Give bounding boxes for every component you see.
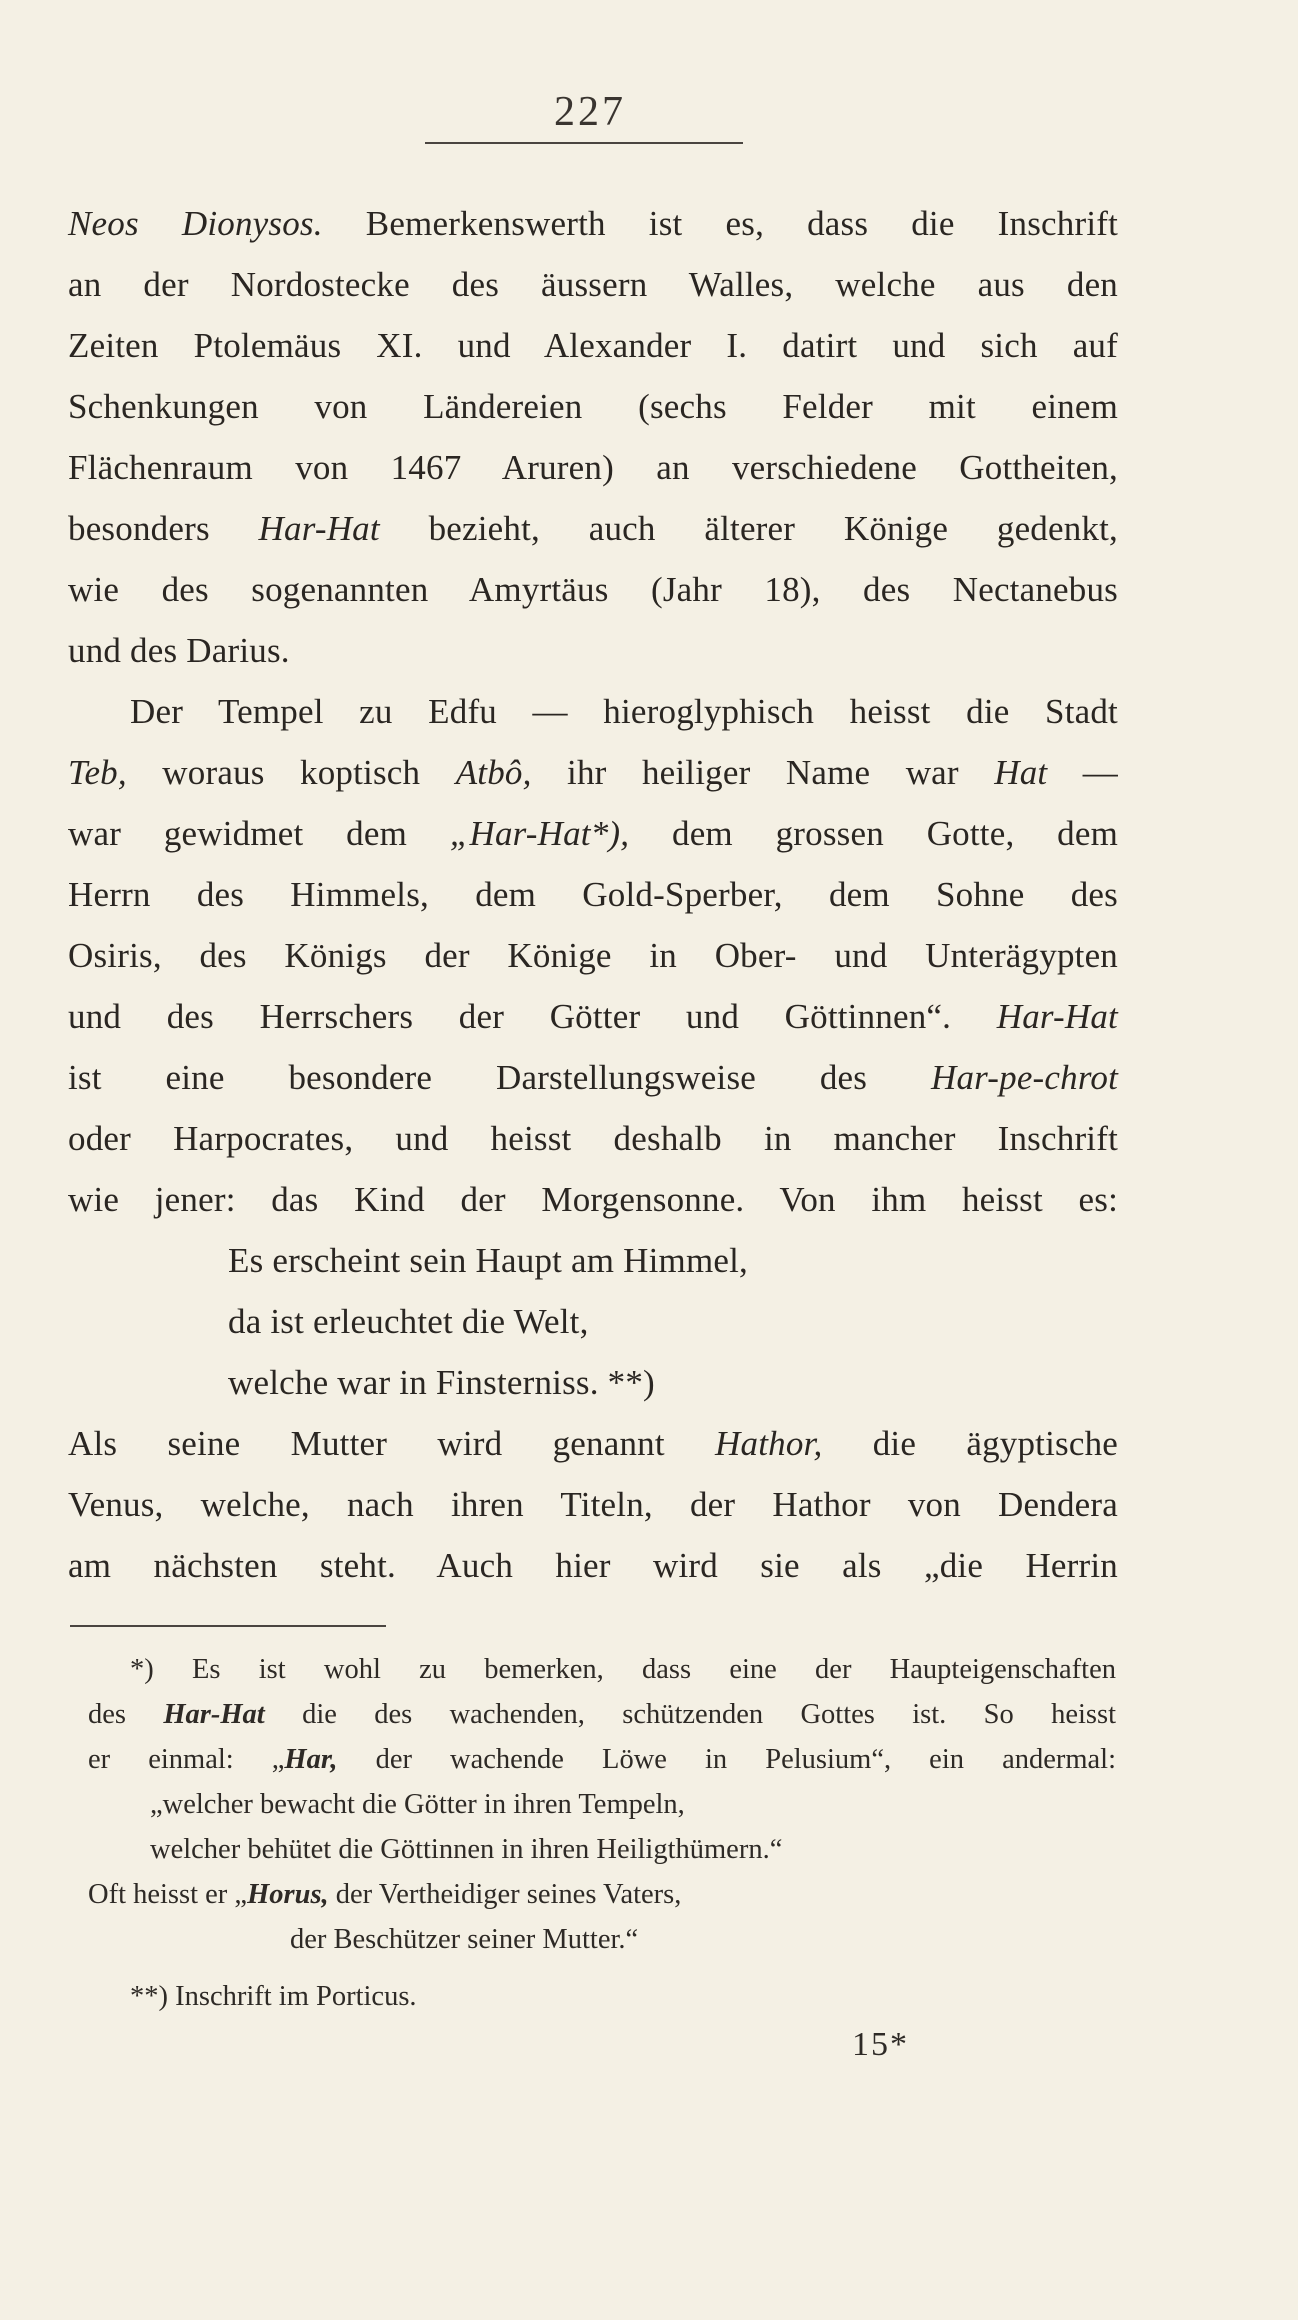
text-span: dem grossen Gotte, dem bbox=[672, 814, 1119, 853]
text-span: und des Herrschers der Götter und Göttinnen“. bbox=[68, 997, 952, 1036]
italic-term: Har-Hat bbox=[996, 997, 1118, 1036]
text-line bbox=[68, 1416, 1118, 1472]
text-line bbox=[68, 989, 1118, 1045]
text-line bbox=[68, 196, 1118, 252]
footnote-line: **) Inschrift im Porticus. bbox=[130, 1981, 417, 2012]
text-span: woraus koptisch bbox=[162, 753, 421, 792]
footnote-rule bbox=[70, 1625, 386, 1627]
text-line bbox=[68, 806, 1118, 862]
text-span: ihr heiliger Name war bbox=[567, 753, 959, 792]
italic-term: „Har-Hat*), bbox=[449, 814, 630, 853]
italic-term: Hathor, bbox=[715, 1424, 823, 1463]
text-span: war gewidmet dem bbox=[68, 814, 408, 853]
text-span: des bbox=[88, 1699, 126, 1730]
text-line: Flächenraum von 1467 Aruren) an verschiedene Gottheiten, bbox=[68, 448, 1118, 487]
footnote-line bbox=[88, 1693, 1116, 1737]
verse-line: Es erscheint sein Haupt am Himmel, bbox=[228, 1241, 749, 1280]
text-line bbox=[68, 501, 1118, 557]
text-span: — bbox=[1082, 753, 1118, 792]
text-span: die des wachenden, schützenden Gottes ist. So heisst bbox=[302, 1699, 1117, 1730]
text-line: Der Tempel zu Edfu — hieroglyphisch heisst die Stadt bbox=[130, 692, 1118, 731]
footnote-line bbox=[88, 1873, 681, 1917]
text-line bbox=[68, 1050, 1118, 1106]
italic-term: Atbô, bbox=[455, 753, 532, 792]
italic-term: Neos Dionysos. bbox=[68, 204, 323, 243]
signature-mark: 15* bbox=[852, 2026, 909, 2063]
text-line: wie des sogenannten Amyrtäus (Jahr 18), des Nectanebus bbox=[68, 570, 1118, 609]
verse-line: welche war in Finsterniss. **) bbox=[228, 1363, 655, 1402]
text-span: besonders bbox=[68, 509, 210, 548]
text-line: an der Nordostecke des äussern Walles, welche aus den bbox=[68, 265, 1118, 304]
text-line: Venus, welche, nach ihren Titeln, der Hathor von Dendera bbox=[68, 1485, 1118, 1524]
footnote-line: *) Es ist wohl zu bemerken, dass eine der Haupteigenschaften bbox=[130, 1654, 1116, 1685]
text-line: wie jener: das Kind der Morgensonne. Von ihm heisst es: bbox=[68, 1180, 1118, 1219]
text-span: Als seine Mutter wird genannt bbox=[68, 1424, 665, 1463]
text-line: Zeiten Ptolemäus XI. und Alexander I. datirt und sich auf bbox=[68, 326, 1118, 365]
italic-term: Horus, bbox=[247, 1879, 329, 1910]
text-line: und des Darius. bbox=[68, 631, 290, 670]
italic-term: Hat bbox=[994, 753, 1048, 792]
text-line: Osiris, des Königs der Könige in Ober- und Unterägypten bbox=[68, 936, 1118, 975]
verse-line: da ist erleuchtet die Welt, bbox=[228, 1302, 589, 1341]
text-span: Bemerkenswerth ist es, dass die Inschrift bbox=[365, 204, 1119, 243]
text-span: der Vertheidiger seines Vaters, bbox=[335, 1879, 682, 1910]
text-span: Oft heisst er „ bbox=[88, 1879, 248, 1910]
italic-term: Har-Hat bbox=[163, 1699, 265, 1730]
italic-term: Har-pe-chrot bbox=[930, 1058, 1118, 1097]
text-span: bezieht, auch älterer Könige gedenkt, bbox=[428, 509, 1119, 548]
text-line: am nächsten steht. Auch hier wird sie als „die Herrin bbox=[68, 1546, 1118, 1585]
footnote-quote-line: welcher behütet die Göttinnen in ihren Heiligthümern.“ bbox=[150, 1834, 783, 1865]
text-line: oder Harpocrates, und heisst deshalb in mancher Inschrift bbox=[68, 1119, 1118, 1158]
text-line: Herrn des Himmels, dem Gold-Sperber, dem Sohne des bbox=[68, 875, 1118, 914]
footnote-line bbox=[88, 1738, 1116, 1782]
header-rule bbox=[425, 142, 743, 144]
text-span: der wachende Löwe in Pelusium“, ein andermal: bbox=[375, 1744, 1117, 1775]
footnote-quote-line: „welcher bewacht die Götter in ihren Tempeln, bbox=[150, 1789, 685, 1820]
page-number: 227 bbox=[554, 89, 626, 135]
footnote-line: der Beschützer seiner Mutter.“ bbox=[290, 1924, 639, 1955]
italic-term: Har-Hat bbox=[258, 509, 380, 548]
text-span: er einmal: „ bbox=[88, 1744, 285, 1775]
text-line: Schenkungen von Ländereien (sechs Felder mit einem bbox=[68, 387, 1118, 426]
italic-term: Teb, bbox=[68, 753, 127, 792]
text-span: ist eine besondere Darstellungsweise des bbox=[68, 1058, 868, 1097]
text-line bbox=[68, 745, 1118, 801]
text-span: die ägyptische bbox=[872, 1424, 1119, 1463]
italic-term: Har, bbox=[284, 1744, 338, 1775]
